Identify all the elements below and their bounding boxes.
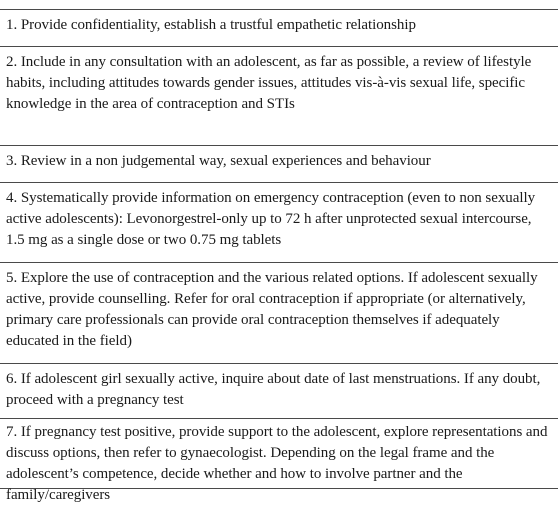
table-row <box>0 262 558 363</box>
table-row <box>0 46 558 145</box>
step-text: 1. Provide confidentiality, establish a trustful empathetic relationship <box>6 17 416 33</box>
step-text: 3. Review in a non judgemental way, sexual experiences and behaviour <box>6 153 431 169</box>
table-row <box>0 9 558 46</box>
step-text: 4. Systematically provide information on emergency contraception (even to non sexually active adolescents): Levonorgestrel-only up to 72 h after unprotected sexual intercourse, 1.5 mg as a single dose or two 0.75 mg tablets <box>6 190 536 248</box>
table-row <box>0 363 558 418</box>
step-text: 2. Include in any consultation with an adolescent, as far as possible, a review of lifestyle habits, including attitudes towards gender issues, attitudes vis-à-vis sexual life, specific knowledge in the area of contraception and STIs <box>6 54 532 112</box>
step-text: 7. If pregnancy test positive, provide support to the adolescent, explore representations and discuss options, then refer to gynaecologist. Depending on the legal frame and the adolescent’s competence, decide whether and how to involve partner and the family/caregivers <box>6 424 548 503</box>
table-row <box>0 182 558 262</box>
step-text: 6. If adolescent girl sexually active, inquire about date of last menstruations. If any doubt, proceed with a pregnancy test <box>6 371 541 408</box>
step-text: 5. Explore the use of contraception and the various related options. If adolescent sexually active, provide counselling. Refer for oral contraception if appropriate (or alternatively, primary care professionals can provide oral contraception themselves if adequately educated in the field) <box>6 270 538 349</box>
table-row <box>0 145 558 182</box>
table-row <box>0 418 558 503</box>
